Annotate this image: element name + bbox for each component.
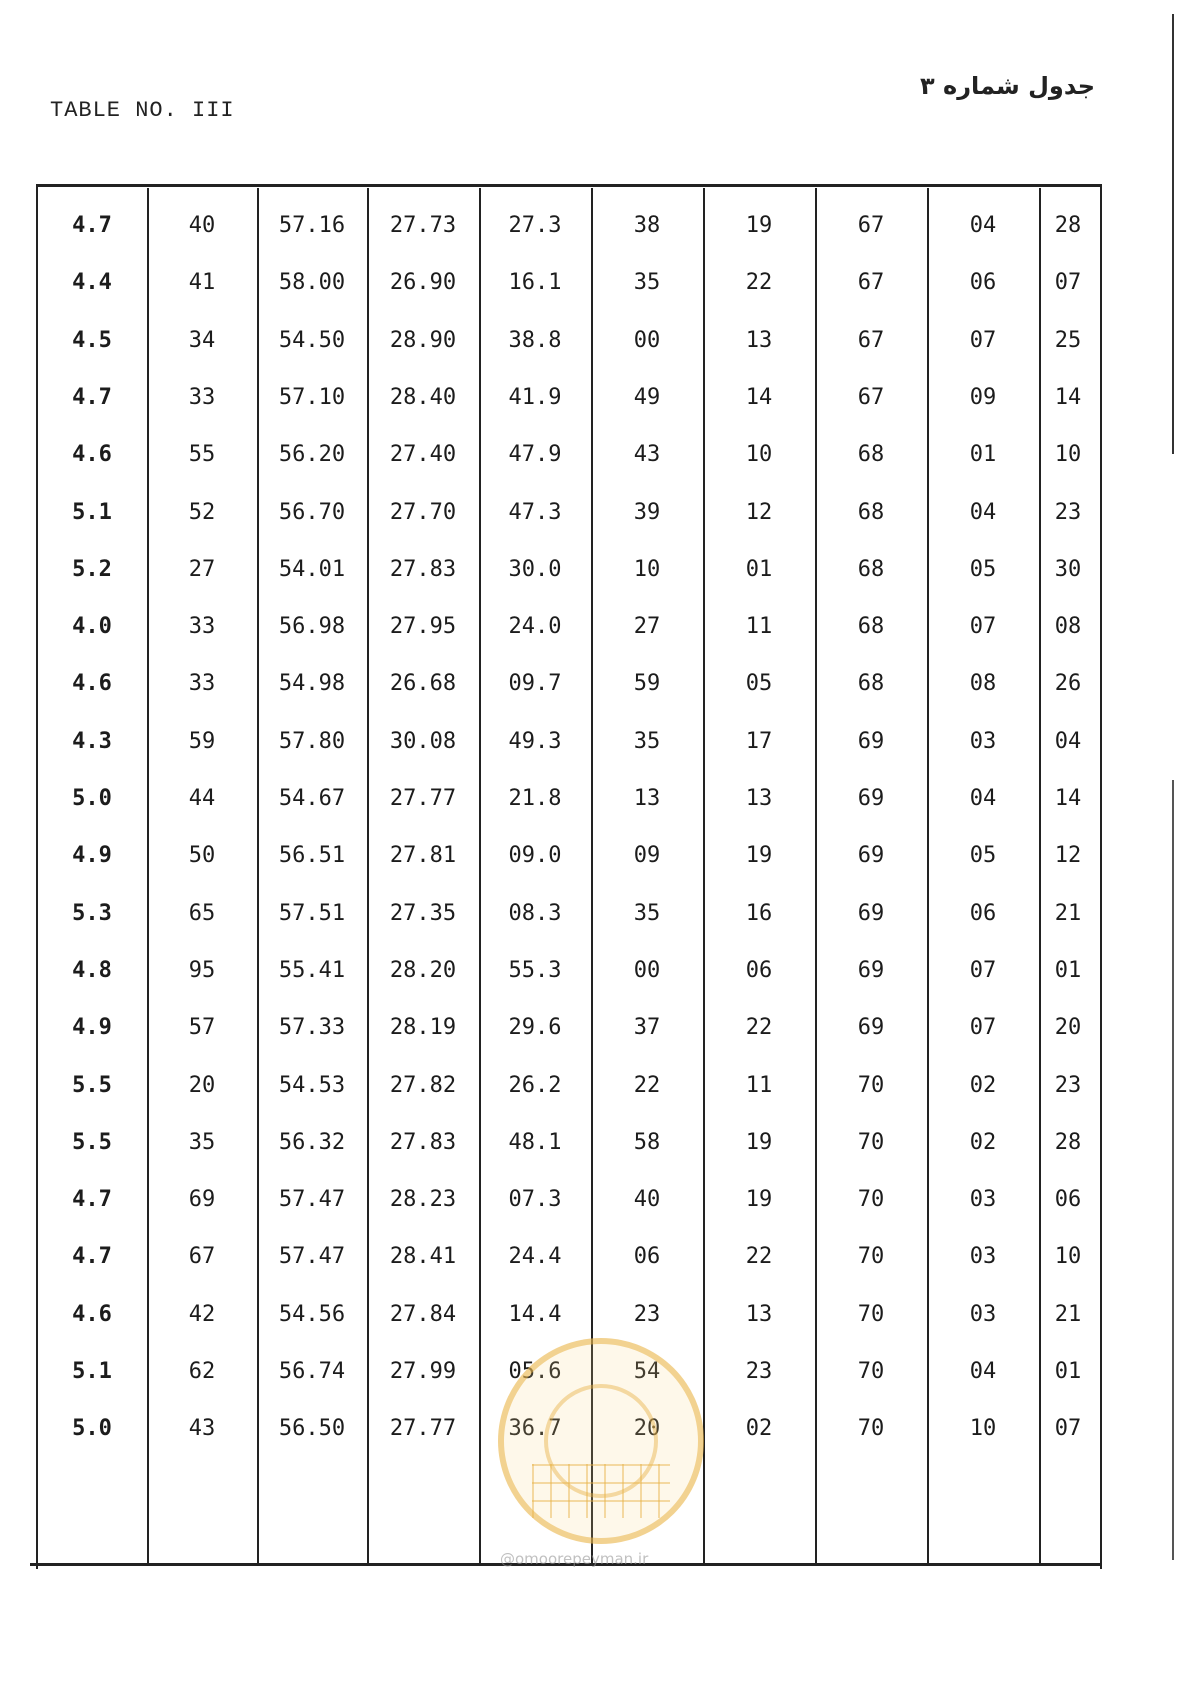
table-row — [38, 1056, 1096, 1116]
table-cell: 43 — [633, 442, 661, 467]
table-cell: 00 — [633, 328, 661, 353]
table-cell: 01 — [1054, 958, 1082, 983]
table-cell: 49 — [633, 385, 661, 410]
table-cell: 17 — [745, 729, 773, 754]
table-cell: 70 — [857, 1130, 885, 1155]
table-cell: 20 — [633, 1416, 661, 1441]
table-row — [38, 368, 1096, 428]
table-row — [38, 1113, 1096, 1173]
table-cell: 70 — [857, 1244, 885, 1269]
table-cell: 28.40 — [389, 385, 457, 410]
table-cell: 21.8 — [508, 786, 562, 811]
stamp-grid — [532, 1464, 670, 1518]
table-cell: 11 — [745, 1073, 773, 1098]
table-cell: 70 — [857, 1359, 885, 1384]
table-cell: 57.80 — [278, 729, 346, 754]
table-cell: 56.50 — [278, 1416, 346, 1441]
table-cell: 70 — [857, 1073, 885, 1098]
table-cell: 70 — [857, 1187, 885, 1212]
table-cell: 13 — [745, 1302, 773, 1327]
table-cell: 20 — [188, 1073, 216, 1098]
table-row — [38, 1227, 1096, 1287]
table-cell: 10 — [633, 557, 661, 582]
table-cell: 40 — [633, 1187, 661, 1212]
table-cell: 26.2 — [508, 1073, 562, 1098]
table-cell: 67 — [857, 385, 885, 410]
table-cell: 23 — [1054, 500, 1082, 525]
table-cell: 04 — [969, 213, 997, 238]
table-cell: 42 — [188, 1302, 216, 1327]
table-cell: 27.77 — [389, 786, 457, 811]
table-cell: 69 — [188, 1187, 216, 1212]
table-cell: 70 — [857, 1302, 885, 1327]
table-cell: 5.5 — [72, 1130, 112, 1155]
table-cell: 33 — [188, 671, 216, 696]
table-row — [38, 425, 1096, 485]
table-cell: 27.35 — [389, 901, 457, 926]
table-cell: 5.5 — [72, 1073, 112, 1098]
table-cell: 55.3 — [508, 958, 562, 983]
table-row — [38, 311, 1096, 371]
table-cell: 5.1 — [72, 1359, 112, 1384]
watermark-stamp — [498, 1338, 704, 1544]
table-cell: 4.7 — [72, 385, 112, 410]
table-cell: 49.3 — [508, 729, 562, 754]
table-cell: 5.2 — [72, 557, 112, 582]
table-cell: 5.0 — [72, 786, 112, 811]
table-cell: 4.4 — [72, 270, 112, 295]
table-cell: 4.6 — [72, 671, 112, 696]
table-cell: 54.67 — [278, 786, 346, 811]
table-cell: 59 — [188, 729, 216, 754]
table-cell: 22 — [745, 1244, 773, 1269]
table-cell: 34 — [188, 328, 216, 353]
table-cell: 05 — [969, 557, 997, 582]
table-cell: 27.81 — [389, 843, 457, 868]
table-cell: 22 — [633, 1073, 661, 1098]
table-cell: 27 — [188, 557, 216, 582]
table-row — [38, 826, 1096, 886]
table-cell: 4.6 — [72, 442, 112, 467]
table-title-persian: جدول شماره ۳ — [920, 72, 1095, 100]
table-cell: 68 — [857, 614, 885, 639]
table-cell: 10 — [745, 442, 773, 467]
table-cell: 16 — [745, 901, 773, 926]
table-cell: 06 — [1054, 1187, 1082, 1212]
table-row — [38, 654, 1096, 714]
table-cell: 30.0 — [508, 557, 562, 582]
page-edge-line — [1172, 14, 1174, 454]
table-cell: 58.00 — [278, 270, 346, 295]
table-cell: 65 — [188, 901, 216, 926]
table-cell: 4.9 — [72, 843, 112, 868]
table-cell: 07 — [969, 614, 997, 639]
table-cell: 33 — [188, 614, 216, 639]
table-cell: 35 — [633, 901, 661, 926]
table-cell: 27.70 — [389, 500, 457, 525]
table-row — [38, 1170, 1096, 1230]
table-cell: 69 — [857, 958, 885, 983]
table-cell: 5.0 — [72, 1416, 112, 1441]
table-cell: 67 — [857, 213, 885, 238]
table-cell: 07 — [969, 958, 997, 983]
table-cell: 38.8 — [508, 328, 562, 353]
table-cell: 28.41 — [389, 1244, 457, 1269]
table-cell: 27.99 — [389, 1359, 457, 1384]
table-cell: 57.33 — [278, 1015, 346, 1040]
table-row — [38, 712, 1096, 772]
table-cell: 12 — [1054, 843, 1082, 868]
table-cell: 04 — [969, 1359, 997, 1384]
table-cell: 03 — [969, 1244, 997, 1269]
table-cell: 24.0 — [508, 614, 562, 639]
table-cell: 27.40 — [389, 442, 457, 467]
table-cell: 30.08 — [389, 729, 457, 754]
table-cell: 04 — [1054, 729, 1082, 754]
table-cell: 27.3 — [508, 213, 562, 238]
table-cell: 23 — [1054, 1073, 1082, 1098]
table-cell: 68 — [857, 671, 885, 696]
table-cell: 54 — [633, 1359, 661, 1384]
table-cell: 27.84 — [389, 1302, 457, 1327]
table-cell: 04 — [969, 786, 997, 811]
table-row — [38, 483, 1096, 543]
table-cell: 23 — [745, 1359, 773, 1384]
table-cell: 23 — [633, 1302, 661, 1327]
table-cell: 09 — [633, 843, 661, 868]
table-cell: 67 — [188, 1244, 216, 1269]
table-cell: 14 — [1054, 385, 1082, 410]
table-cell: 67 — [857, 270, 885, 295]
table-cell: 19 — [745, 1187, 773, 1212]
table-cell: 30 — [1054, 557, 1082, 582]
table-cell: 41 — [188, 270, 216, 295]
table-cell: 08.3 — [508, 901, 562, 926]
table-cell: 16.1 — [508, 270, 562, 295]
table-cell: 14.4 — [508, 1302, 562, 1327]
table-row — [38, 884, 1096, 944]
table-cell: 56.98 — [278, 614, 346, 639]
table-cell: 70 — [857, 1416, 885, 1441]
table-cell: 02 — [969, 1073, 997, 1098]
watermark-text: @omoorepeyman.ir — [500, 1550, 649, 1568]
table-cell: 26 — [1054, 671, 1082, 696]
table-cell: 57 — [188, 1015, 216, 1040]
table-cell: 33 — [188, 385, 216, 410]
table-cell: 35 — [633, 270, 661, 295]
table-row — [38, 196, 1096, 256]
table-cell: 07 — [1054, 1416, 1082, 1441]
table-cell: 54.53 — [278, 1073, 346, 1098]
table-cell: 01 — [1054, 1359, 1082, 1384]
table-cell: 35 — [188, 1130, 216, 1155]
table-cell: 02 — [745, 1416, 773, 1441]
table-cell: 06 — [969, 270, 997, 295]
table-cell: 08 — [1054, 614, 1082, 639]
table-cell: 22 — [745, 1015, 773, 1040]
table-cell: 48.1 — [508, 1130, 562, 1155]
table-cell: 43 — [188, 1416, 216, 1441]
table-row — [38, 998, 1096, 1058]
table-cell: 13 — [633, 786, 661, 811]
table-cell: 27 — [633, 614, 661, 639]
table-cell: 62 — [188, 1359, 216, 1384]
table-cell: 36.7 — [508, 1416, 562, 1441]
table-cell: 07 — [969, 1015, 997, 1040]
table-cell: 05.6 — [508, 1359, 562, 1384]
table-cell: 29.6 — [508, 1015, 562, 1040]
table-cell: 01 — [969, 442, 997, 467]
table-row — [38, 1285, 1096, 1345]
table-cell: 50 — [188, 843, 216, 868]
table-cell: 57.47 — [278, 1187, 346, 1212]
table-cell: 00 — [633, 958, 661, 983]
table-cell: 09.0 — [508, 843, 562, 868]
table-cell: 54.50 — [278, 328, 346, 353]
table-cell: 59 — [633, 671, 661, 696]
table-cell: 05 — [969, 843, 997, 868]
table-cell: 41.9 — [508, 385, 562, 410]
table-cell: 05 — [745, 671, 773, 696]
table-row — [38, 769, 1096, 829]
table-cell: 67 — [857, 328, 885, 353]
table-cell: 19 — [745, 213, 773, 238]
table-cell: 69 — [857, 1015, 885, 1040]
table-cell: 4.7 — [72, 1187, 112, 1212]
table-cell: 14 — [1054, 786, 1082, 811]
table-cell: 13 — [745, 786, 773, 811]
table-cell: 21 — [1054, 901, 1082, 926]
table-cell: 07.3 — [508, 1187, 562, 1212]
table-cell: 02 — [969, 1130, 997, 1155]
table-cell: 47.3 — [508, 500, 562, 525]
table-cell: 68 — [857, 442, 885, 467]
table-title-english: TABLE NO. III — [50, 98, 235, 123]
table-cell: 57.51 — [278, 901, 346, 926]
table-cell: 54.01 — [278, 557, 346, 582]
table-cell: 10 — [1054, 442, 1082, 467]
table-cell: 55.41 — [278, 958, 346, 983]
table-cell: 21 — [1054, 1302, 1082, 1327]
table-cell: 4.5 — [72, 328, 112, 353]
table-cell: 19 — [745, 1130, 773, 1155]
table-cell: 47.9 — [508, 442, 562, 467]
table-cell: 09 — [969, 385, 997, 410]
table-cell: 52 — [188, 500, 216, 525]
table-cell: 68 — [857, 500, 885, 525]
table-cell: 4.7 — [72, 213, 112, 238]
table-cell: 5.3 — [72, 901, 112, 926]
table-cell: 13 — [745, 328, 773, 353]
table-cell: 68 — [857, 557, 885, 582]
table-cell: 14 — [745, 385, 773, 410]
table-cell: 56.74 — [278, 1359, 346, 1384]
table-cell: 57.10 — [278, 385, 346, 410]
table-cell: 40 — [188, 213, 216, 238]
table-cell: 39 — [633, 500, 661, 525]
table-row — [38, 540, 1096, 600]
table-cell: 4.0 — [72, 614, 112, 639]
table-cell: 24.4 — [508, 1244, 562, 1269]
table-cell: 69 — [857, 901, 885, 926]
table-cell: 28.19 — [389, 1015, 457, 1040]
table-cell: 03 — [969, 729, 997, 754]
table-cell: 01 — [745, 557, 773, 582]
table-cell: 20 — [1054, 1015, 1082, 1040]
table-cell: 07 — [969, 328, 997, 353]
table-cell: 56.32 — [278, 1130, 346, 1155]
table-cell: 25 — [1054, 328, 1082, 353]
table-cell: 95 — [188, 958, 216, 983]
table-cell: 28 — [1054, 213, 1082, 238]
table-cell: 57.16 — [278, 213, 346, 238]
table-cell: 28.20 — [389, 958, 457, 983]
table-cell: 37 — [633, 1015, 661, 1040]
table-cell: 27.82 — [389, 1073, 457, 1098]
table-cell: 54.98 — [278, 671, 346, 696]
table-row — [38, 597, 1096, 657]
table-cell: 11 — [745, 614, 773, 639]
table-cell: 03 — [969, 1187, 997, 1212]
table-cell: 06 — [969, 901, 997, 926]
table-cell: 27.77 — [389, 1416, 457, 1441]
table-cell: 10 — [969, 1416, 997, 1441]
table-cell: 28.90 — [389, 328, 457, 353]
table-cell: 56.51 — [278, 843, 346, 868]
table-cell: 10 — [1054, 1244, 1082, 1269]
table-cell: 58 — [633, 1130, 661, 1155]
table-row — [38, 941, 1096, 1001]
table-cell: 07 — [1054, 270, 1082, 295]
table-cell: 28 — [1054, 1130, 1082, 1155]
table-cell: 08 — [969, 671, 997, 696]
table-cell: 04 — [969, 500, 997, 525]
table-cell: 27.95 — [389, 614, 457, 639]
table-cell: 12 — [745, 500, 773, 525]
table-cell: 56.70 — [278, 500, 346, 525]
page-edge-line — [1172, 780, 1174, 1560]
table-row — [38, 253, 1096, 313]
table-cell: 09.7 — [508, 671, 562, 696]
table-cell: 06 — [745, 958, 773, 983]
table-cell: 5.1 — [72, 500, 112, 525]
table-cell: 27.83 — [389, 1130, 457, 1155]
table-cell: 44 — [188, 786, 216, 811]
table-cell: 19 — [745, 843, 773, 868]
table-cell: 38 — [633, 213, 661, 238]
table-cell: 4.9 — [72, 1015, 112, 1040]
table-cell: 27.83 — [389, 557, 457, 582]
table-cell: 56.20 — [278, 442, 346, 467]
table-cell: 26.90 — [389, 270, 457, 295]
table-cell: 35 — [633, 729, 661, 754]
table-cell: 26.68 — [389, 671, 457, 696]
table-cell: 55 — [188, 442, 216, 467]
table-cell: 69 — [857, 729, 885, 754]
table-cell: 06 — [633, 1244, 661, 1269]
table-cell: 22 — [745, 270, 773, 295]
table-cell: 03 — [969, 1302, 997, 1327]
table-cell: 69 — [857, 786, 885, 811]
table-cell: 28.23 — [389, 1187, 457, 1212]
table-cell: 27.73 — [389, 213, 457, 238]
table-cell: 4.7 — [72, 1244, 112, 1269]
table-cell: 57.47 — [278, 1244, 346, 1269]
table-cell: 4.3 — [72, 729, 112, 754]
table-cell: 69 — [857, 843, 885, 868]
table-cell: 4.6 — [72, 1302, 112, 1327]
table-cell: 4.8 — [72, 958, 112, 983]
table-cell: 54.56 — [278, 1302, 346, 1327]
